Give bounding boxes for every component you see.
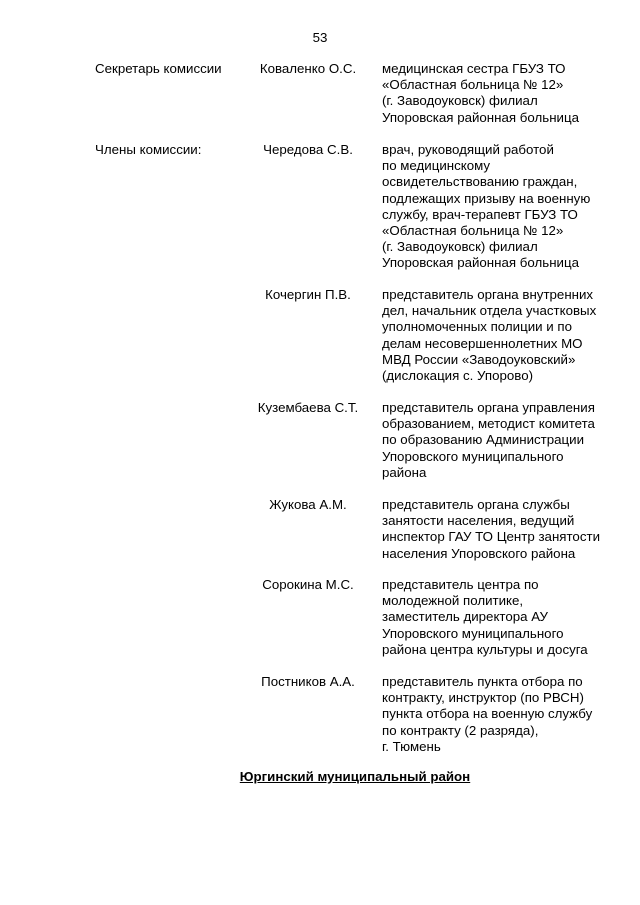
position-line: службу, врач-терапевт ГБУЗ ТО (382, 206, 578, 222)
member-position (382, 577, 622, 658)
position-line: МВД России «Заводоуковский» (382, 351, 576, 367)
position-line: (г. Заводоуковск) филиал (382, 239, 538, 255)
position-line: «Областная больница № 12» (382, 223, 564, 239)
member-position (382, 497, 622, 562)
position-line: представитель пункта отбора по (382, 674, 583, 689)
position-line: подлежащих призыву на военную (382, 190, 591, 206)
position-line: района центра культуры и досуга (382, 641, 588, 657)
position-line: дел, начальник отдела участковых (382, 303, 597, 319)
position-line: (г. Заводоуковск) филиал (382, 93, 538, 109)
position-line: занятости населения, ведущий (382, 513, 575, 529)
position-line: Упоровского муниципального (382, 625, 564, 641)
position-line: молодежной политике, (382, 593, 524, 609)
position-line: Упоровская районная больница (382, 255, 579, 271)
member-position (382, 61, 622, 126)
section-heading: Юргинский муниципальный район (239, 769, 471, 784)
position-line: по контракту (2 разряда), (382, 722, 539, 738)
member-position (382, 400, 622, 481)
member-position (382, 287, 622, 384)
position-line: уполномоченных полиции и по (382, 319, 572, 335)
position-line: медицинская сестра ГБУЗ ТО (382, 61, 566, 76)
position-line: контракту, инструктор (по РВСН) (382, 690, 584, 706)
position-line: (дислокация с. Упорово) (382, 368, 534, 384)
member-name: Кузембаева С.Т. (257, 400, 359, 415)
position-line: г. Тюмень (382, 738, 441, 754)
member-position (382, 142, 622, 272)
member-role: Члены комиссии: (95, 142, 202, 157)
position-line: делам несовершеннолетних МО (382, 335, 583, 351)
position-line: «Областная больница № 12» (382, 77, 564, 93)
position-line: представитель органа управления (382, 400, 595, 415)
position-line: Упоровского муниципального (382, 448, 564, 464)
member-name: Коваленко О.С. (259, 61, 357, 76)
member-name: Постников А.А. (261, 674, 355, 689)
position-line: населения Упоровского района (382, 545, 576, 561)
position-line: инспектор ГАУ ТО Центр занятости (382, 529, 600, 545)
position-line: Упоровская районная больница (382, 109, 579, 125)
position-line: представитель органа службы (382, 497, 570, 512)
position-line: представитель центра по (382, 577, 539, 592)
position-line: врач, руководящий работой (382, 142, 554, 157)
position-line: района (382, 464, 427, 480)
position-line: по медицинскому (382, 158, 491, 174)
member-name: Сорокина М.С. (262, 577, 354, 592)
position-line: представитель органа внутренних (382, 287, 594, 302)
position-line: пункта отбора на военную службу (382, 706, 593, 722)
member-name: Чередова С.В. (263, 142, 353, 157)
member-role: Секретарь комиссии (95, 61, 222, 76)
member-name: Кочергин П.В. (265, 287, 351, 302)
position-line: освидетельствованию граждан, (382, 174, 578, 190)
page-number: 53 (312, 30, 328, 45)
position-line: по образованию Администрации (382, 432, 584, 448)
member-name: Жукова А.М. (269, 497, 347, 512)
member-position (382, 674, 622, 755)
position-line: заместитель директора АУ (382, 609, 548, 625)
position-line: образованием, методист комитета (382, 416, 595, 432)
